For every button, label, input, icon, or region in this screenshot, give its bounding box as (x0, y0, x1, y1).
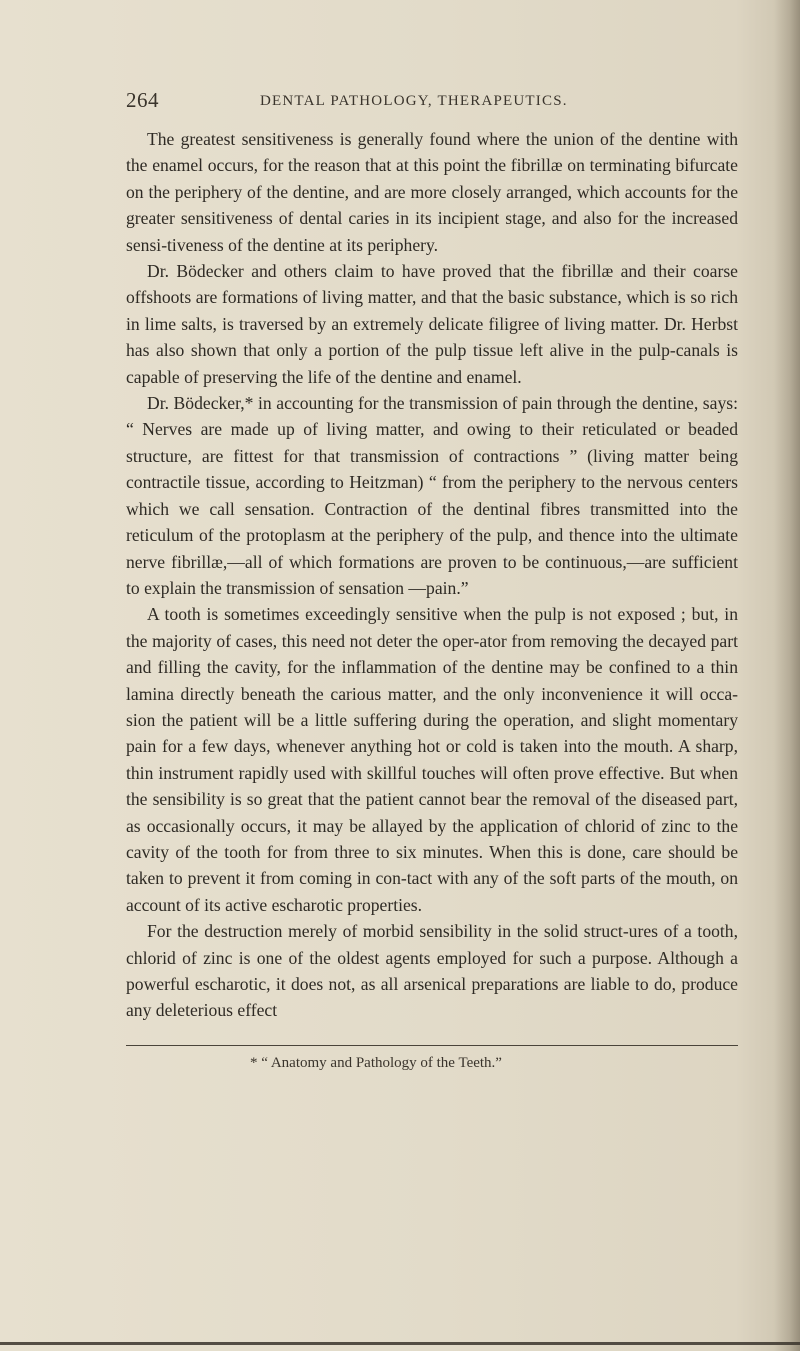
running-head: DENTAL PATHOLOGY, THERAPEUTICS. (260, 93, 568, 109)
bottom-edge-line (0, 1342, 800, 1345)
body-text (126, 126, 738, 1024)
paragraph: Dr. Bödecker and others claim to have proved that the fibrillæ and their coarse offshoots are formations of living matter, and that the basic substance, which is so rich in lime salts, is traversed by an extremely delicate filigree of living matter. Dr. Herbst has also shown that only a portion of the pulp tissue left alive in the pulp-canals is capable of preserving the life of the dentine and enamel. (126, 261, 738, 387)
footnote-divider (126, 1045, 738, 1046)
page-number: 264 (126, 88, 159, 112)
page-header (126, 88, 746, 116)
paragraph: A tooth is sometimes exceedingly sensitive when the pulp is not exposed ; but, in the majority of cases, this need not deter the oper-ator from removing the decayed part and filling the cavity, for the inflammation of the dentine may be confined to a thin lamina directly beneath the carious matter, and the only inconvenience it will occa-sion the patient will be a little suffering during the operation, and slight momentary pain for a few days, whenever anything hot or cold is taken into the mouth. A sharp, thin instrument rapidly used with skillful touches will often prove effective. But when the sensibility is so great that the patient cannot bear the removal of the diseased part, as occasionally occurs, it may be allayed by the application of chlorid of zinc to the cavity of the tooth for from three to six minutes. When this is done, care should be taken to prevent it from coming in con-tact with any of the soft parts of the mouth, on account of its active escharotic properties. (126, 604, 738, 915)
page-edge-shadow (774, 0, 800, 1351)
paragraph: For the destruction merely of morbid sensibility in the solid struct-ures of a tooth, chlorid of zinc is one of the oldest agents employed for such a purpose. Although a powerful escharotic, it does not, as all arsenical preparations are liable to do, produce any deleterious effect (126, 921, 738, 1021)
paragraph: The greatest sensitiveness is generally found where the union of the dentine with the enamel occurs, for the reason that at this point the fibrillæ on terminating bifurcate on the periphery of the dentine, and are more closely arranged, which accounts for the greater sensitiveness of dental caries in its incipient stage, and also for the increased sensi-tiveness of the dentine at its periphery. (126, 129, 738, 255)
footnote: * “ Anatomy and Pathology of the Teeth.” (250, 1055, 502, 1071)
paragraph: Dr. Bödecker,* in accounting for the transmission of pain through the dentine, says: “ Nerves are made up of living matter, and owing to their reticulated or beaded structure, are fittest for that transmission of contractions ” (living matter being contractile tissue, according to Heitzman) “ from the periphery to the nervous centers which we call sensation. Contraction of the dentinal fibres transmitted into the reticulum of the protoplasm at the periphery of the pulp, and thence into the ultimate nerve fibrillæ,—all of which formations are proven to be continuous,—are sufficient to explain the transmission of sensation —pain.” (126, 393, 738, 598)
